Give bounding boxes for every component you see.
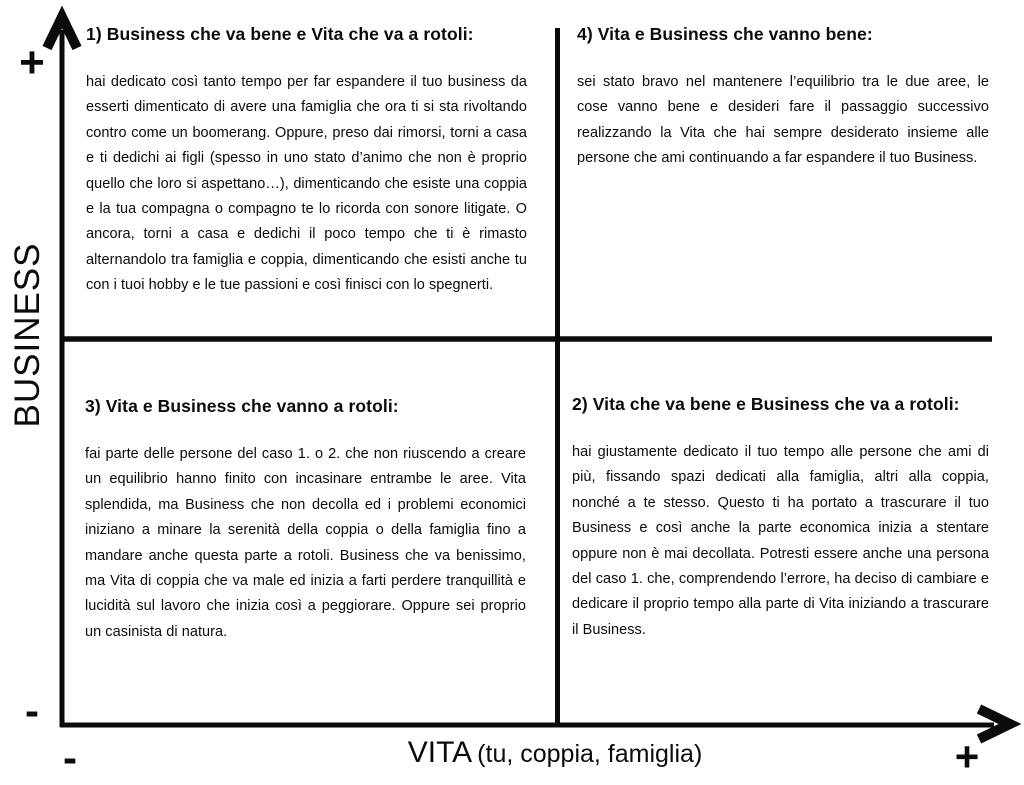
quadrant-2-vita-ok-business-ko	[572, 392, 989, 643]
y-axis-plus-sign: +	[19, 38, 45, 87]
quadrant-1-body: hai dedicato così tanto tempo per far espandere il tuo business da esserti dimenticato di avere una famiglia che ora ti si sta rivoltando contro come un boomerang. Oppure, preso dai rimorsi, torni a casa e ti dedichi ai figli (spesso in uno stato d’animo che non è proprio quello che loro si aspettano…), dimenticando che esiste una coppia e la tua compagna o compagno te lo ricorda con sonore litigate. O ancora, torni a casa e dedichi il poco tempo che ti è rimasto alternandolo tra famiglia e coppia, dimenticando che esisti anche tu con i tuoi hobby e le tue passioni e così finisci con lo spegnerti.	[86, 74, 527, 294]
quadrant-3-both-ko	[85, 394, 526, 645]
quadrant-3-title: 3) Vita e Business che vanno a rotoli:	[85, 396, 399, 416]
quadrant-2-title: 2) Vita che va bene e Business che va a rotoli:	[572, 394, 960, 414]
quadrant-2-body: hai giustamente dedicato il tuo tempo alle persone che ami di più, fissando spazi dedicati alla famiglia, altri alla coppia, nonché a te stesso. Questo ti ha portato a trascurare il tuo Business e così anche la parte economica inizia a stentare oppure non è mai decollata. Potresti essere anche una persona del caso 1. che, comprendendo l’errore, ha deciso di cambiare e dedicare il proprio tempo alla parte di Vita iniziando a trascurare il Business.	[572, 444, 989, 638]
quadrant-1-title: 1) Business che va bene e Vita che va a rotoli:	[86, 24, 474, 44]
y-axis-label-business: BUSINESS	[8, 242, 47, 428]
quadrant-3-body: fai parte delle persone del caso 1. o 2. che non riuscendo a creare un equilibrio hanno finito con incasinare entrambe le aree. Vita splendida, ma Business che non decolla ed i problemi economici iniziano a minare la serenità della coppia o della famiglia fino a mandare anche questa parte a rotoli. Business che va benissimo, ma Vita di coppia che va male ed inizia a farti perdere tranquillità e lucidità sul lavoro che inizia così a peggiorare. Oppure sei proprio un casinista di natura.	[85, 446, 526, 640]
x-axis-label-vita	[325, 736, 785, 770]
quadrant-4-title: 4) Vita e Business che vanno bene:	[577, 24, 873, 44]
quadrant-1-business-ok-vita-ko	[86, 22, 527, 299]
quadrant-4-both-ok	[577, 22, 989, 172]
quadrant-4-body: sei stato bravo nel mantenere l’equilibrio tra le due aree, le cose vanno bene e desideri fare il passaggio successivo realizzando la Vita che hai sempre desiderato insieme alle persone che ami continuando a far espandere il tuo Business.	[577, 74, 989, 167]
x-axis-minus-sign: -	[63, 734, 77, 781]
y-axis-minus-sign: -	[25, 687, 39, 734]
x-axis-plus-sign: +	[954, 733, 980, 780]
x-axis-label-sub: (tu, coppia, famiglia)	[477, 740, 703, 768]
x-axis-label-main: VITA	[407, 736, 473, 769]
